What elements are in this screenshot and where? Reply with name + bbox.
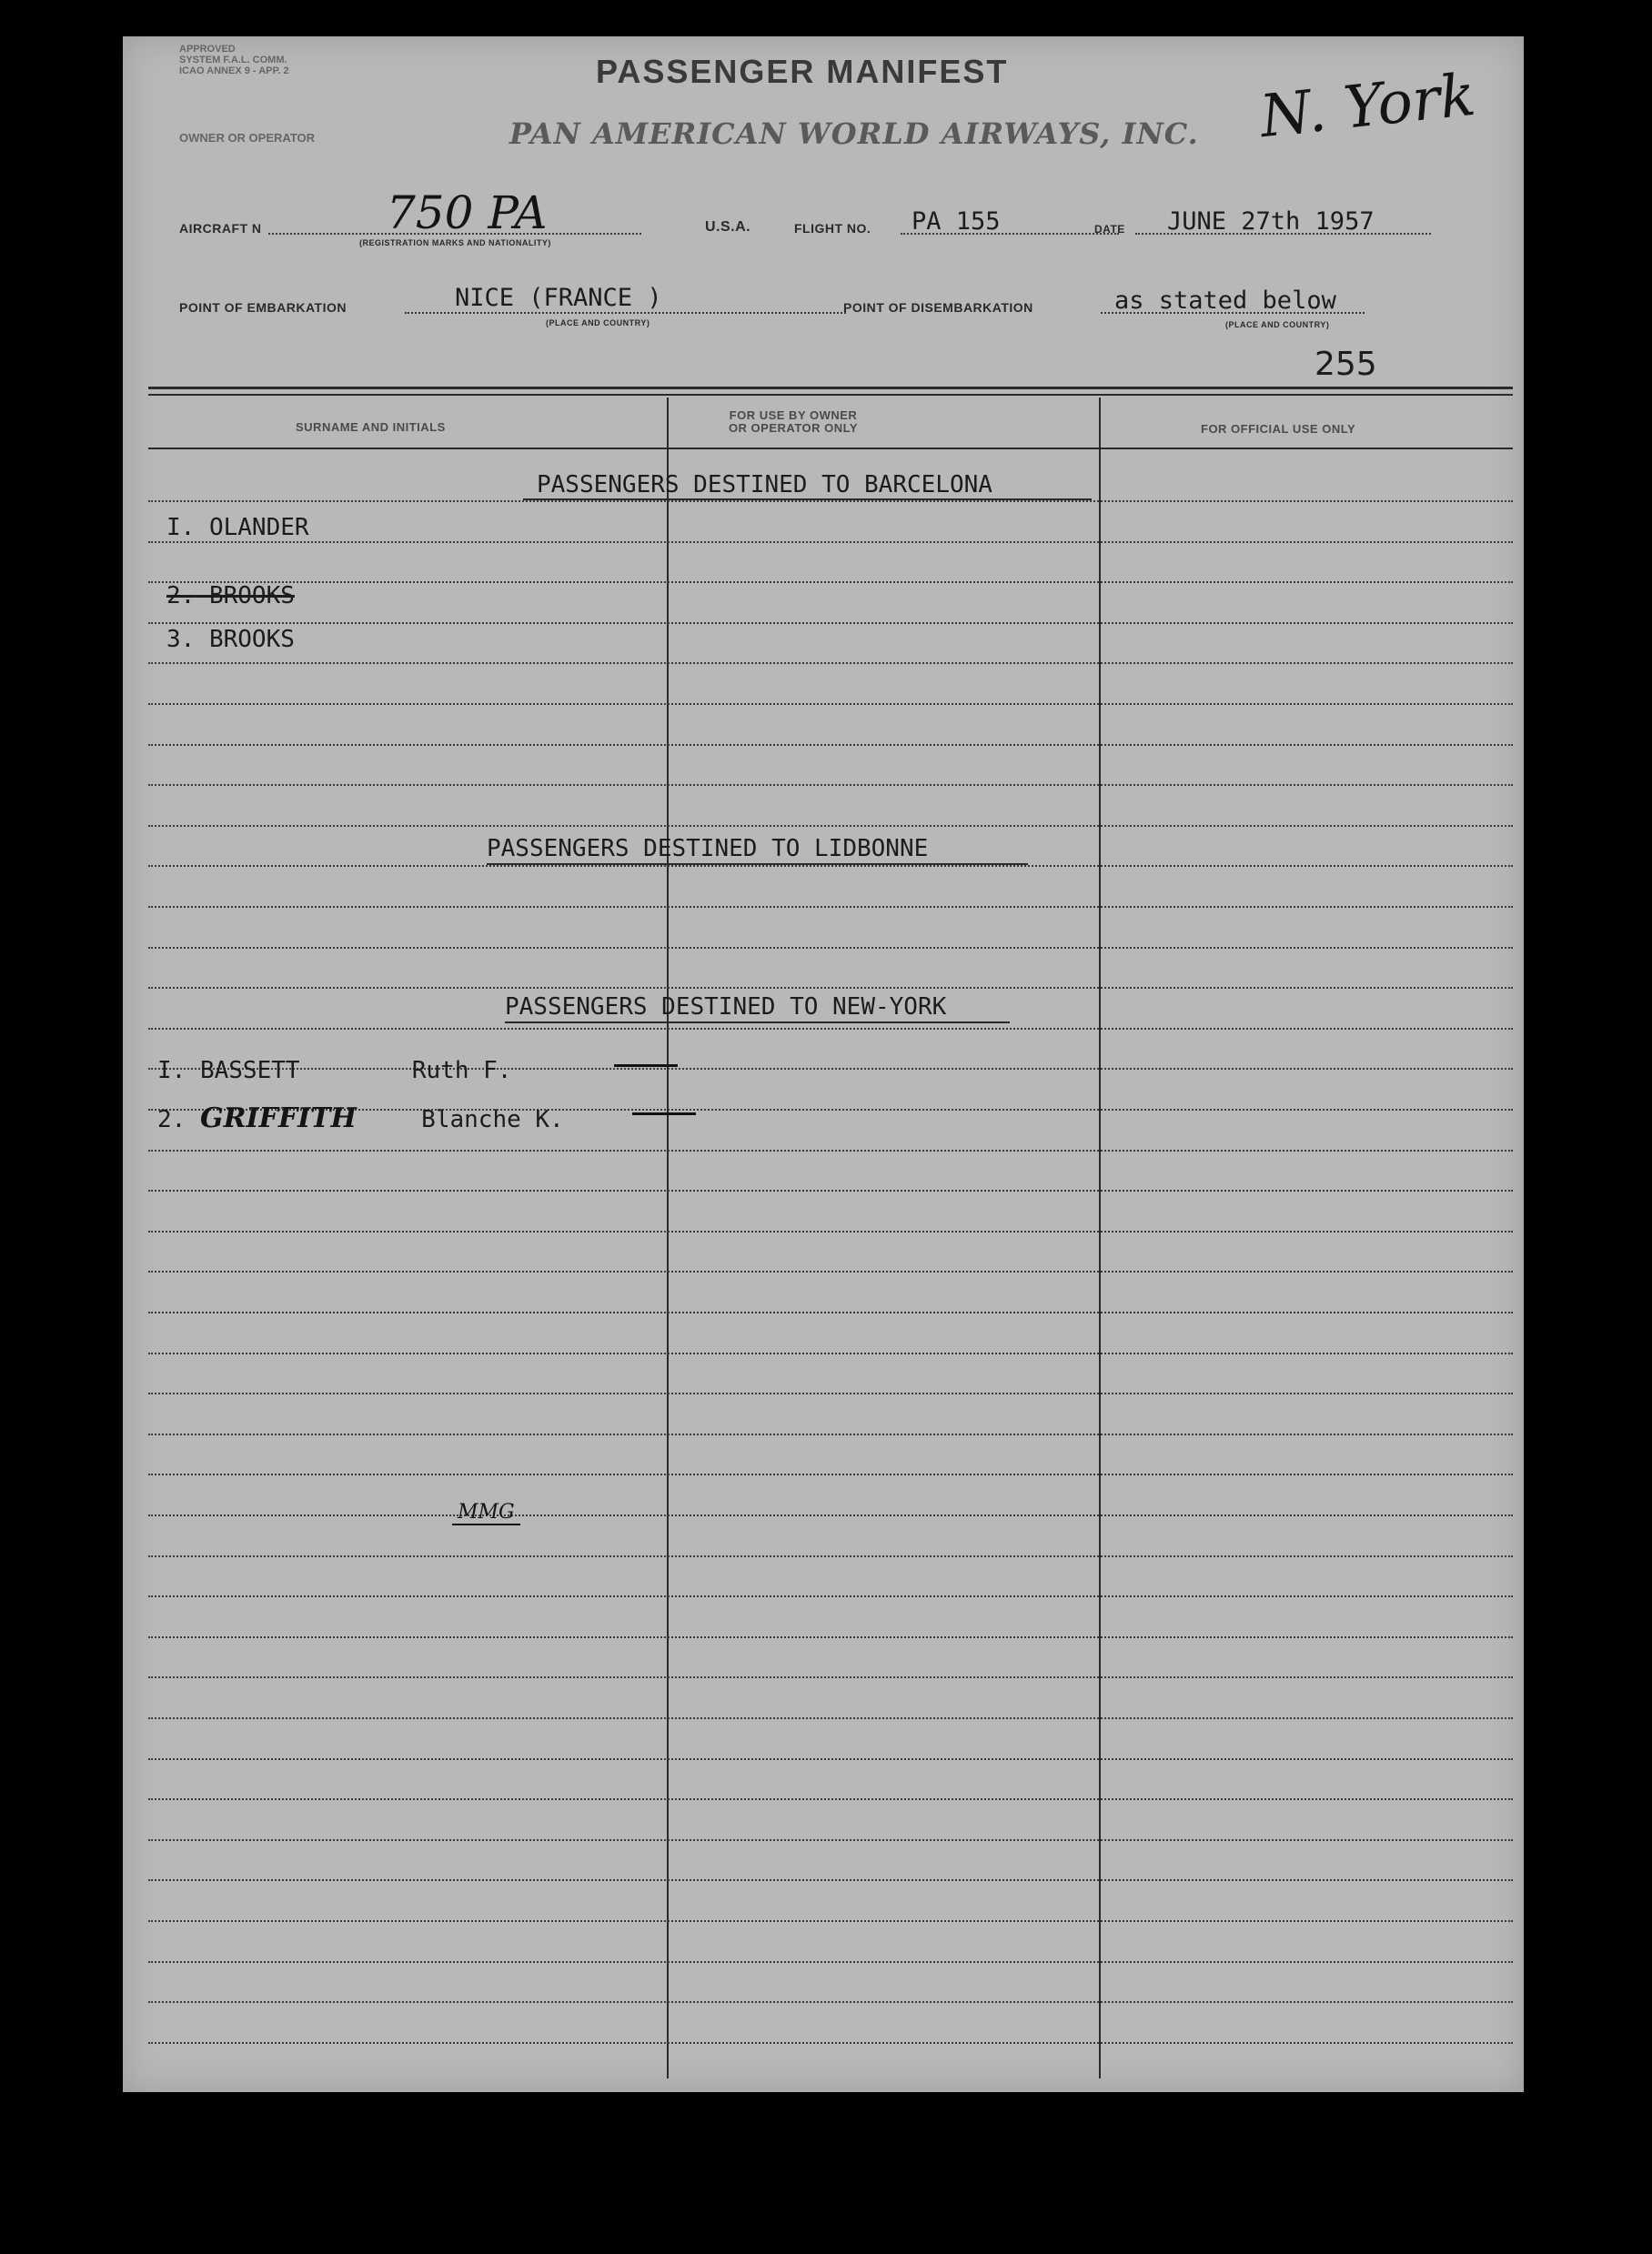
- owner-operator-label: OWNER OR OPERATOR: [179, 131, 316, 145]
- disembarkation-sub-label: (PLACE AND COUNTRY): [1225, 320, 1330, 329]
- ruled-line: [148, 1353, 1513, 1354]
- section-heading-lidbonne: PASSENGERS DESTINED TO LIDBONNE: [487, 835, 929, 862]
- ruled-line: [148, 1920, 1513, 1922]
- flight-number: PA 155: [912, 207, 1001, 236]
- disembarkation-point: as stated below: [1114, 287, 1336, 315]
- ruled-line: [148, 1474, 1513, 1475]
- ruled-line: [148, 622, 1513, 624]
- ruled-line: [148, 500, 1513, 502]
- ruled-line: [148, 947, 1513, 949]
- ruled-line: [148, 1190, 1513, 1192]
- ruled-line: [148, 1150, 1513, 1152]
- passenger-surname-handwritten: GRIFFITH: [199, 1102, 357, 1134]
- passenger-number: I.: [166, 514, 196, 541]
- passenger-row-struck: [166, 582, 295, 609]
- ruled-line: [148, 1758, 1513, 1760]
- aircraft-label: AIRCRAFT N: [179, 221, 262, 236]
- flight-date: JUNE 27th 1957: [1167, 207, 1375, 236]
- operator-name: PAN AMERICAN WORLD AIRWAYS, INC.: [509, 116, 1199, 151]
- ruled-line: [148, 1676, 1513, 1678]
- registration-sub-label: (REGISTRATION MARKS AND NATIONALITY): [359, 238, 551, 247]
- embarkation-point: NICE (FRANCE ): [455, 284, 662, 312]
- handwritten-destination: N. York: [1256, 61, 1479, 152]
- manifest-title: PASSENGER MANIFEST: [596, 53, 1009, 90]
- ruled-line: [148, 1393, 1513, 1394]
- passenger-surname: BASSETT: [199, 1057, 300, 1084]
- ruled-line: [148, 1717, 1513, 1719]
- ruled-line: [148, 825, 1513, 827]
- approval-line: SYSTEM F.A.L. COMM.: [179, 55, 287, 65]
- ruled-line: [148, 1595, 1513, 1597]
- passenger-number: 2.: [157, 1106, 186, 1133]
- ruled-line: [148, 703, 1513, 705]
- approval-line: ICAO ANNEX 9 - APP. 2: [179, 65, 289, 76]
- passenger-surname: OLANDER: [208, 514, 309, 541]
- ruled-line: [148, 662, 1513, 664]
- ruled-line: [148, 1271, 1513, 1273]
- ruled-line: [148, 1312, 1513, 1313]
- initials-stamp: MMG: [452, 1501, 520, 1525]
- col-header-official-use: FOR OFFICIAL USE ONLY: [1201, 422, 1356, 436]
- passenger-row: [166, 514, 309, 541]
- ruled-line: [148, 906, 1513, 908]
- ruled-line: [148, 1028, 1513, 1030]
- ruled-line: [148, 2001, 1513, 2003]
- ruled-line: [148, 1636, 1513, 1638]
- approval-block: [179, 44, 289, 76]
- ruled-line: [148, 541, 1513, 543]
- passenger-given-names: Blanche K.: [421, 1106, 564, 1133]
- ruled-line: [148, 1514, 1513, 1516]
- passenger-number: 2.: [166, 582, 196, 609]
- flight-number-label: FLIGHT NO.: [794, 221, 871, 236]
- passenger-row: [157, 1102, 564, 1134]
- date-label: DATE: [1094, 223, 1125, 236]
- ruled-line: [148, 987, 1513, 989]
- ruled-line: [148, 1555, 1513, 1557]
- ruled-line: [148, 865, 1513, 867]
- ruled-line: [148, 2042, 1513, 2044]
- section-heading-new-york: PASSENGERS DESTINED TO NEW-YORK: [505, 993, 947, 1021]
- passenger-given-names: Ruth F.: [411, 1057, 512, 1084]
- col-header-owner-use: FOR USE BY OWNER OR OPERATOR ONLY: [728, 408, 859, 435]
- ruled-line: [148, 744, 1513, 746]
- approval-line: APPROVED: [179, 44, 236, 55]
- disembarkation-label: POINT OF DISEMBARKATION: [843, 300, 1033, 315]
- ruled-line: [148, 1839, 1513, 1841]
- nationality-label: U.S.A.: [705, 219, 751, 235]
- col-header-surname: SURNAME AND INITIALS: [296, 420, 446, 434]
- aircraft-registration: 750 PA: [387, 186, 548, 239]
- passenger-surname: BROOKS: [208, 626, 295, 653]
- manifest-sheet: [123, 36, 1524, 2092]
- ruled-line: [148, 1961, 1513, 1963]
- page-number: 255: [1315, 346, 1377, 383]
- ruled-line: [148, 1879, 1513, 1881]
- ruled-line: [148, 581, 1513, 583]
- embarkation-sub-label: (PLACE AND COUNTRY): [546, 318, 650, 327]
- ruled-line: [148, 1434, 1513, 1435]
- ruled-line: [148, 784, 1513, 786]
- passenger-number: I.: [157, 1057, 186, 1084]
- passenger-row: [157, 1057, 511, 1084]
- ruled-line: [148, 1231, 1513, 1233]
- passenger-number: 3.: [166, 626, 196, 653]
- passenger-surname: BROOKS: [208, 582, 295, 609]
- section-heading-barcelona: PASSENGERS DESTINED TO BARCELONA: [537, 471, 992, 498]
- embarkation-label: POINT OF EMBARKATION: [179, 300, 347, 315]
- ruled-line: [148, 1798, 1513, 1800]
- passenger-row: [166, 626, 295, 653]
